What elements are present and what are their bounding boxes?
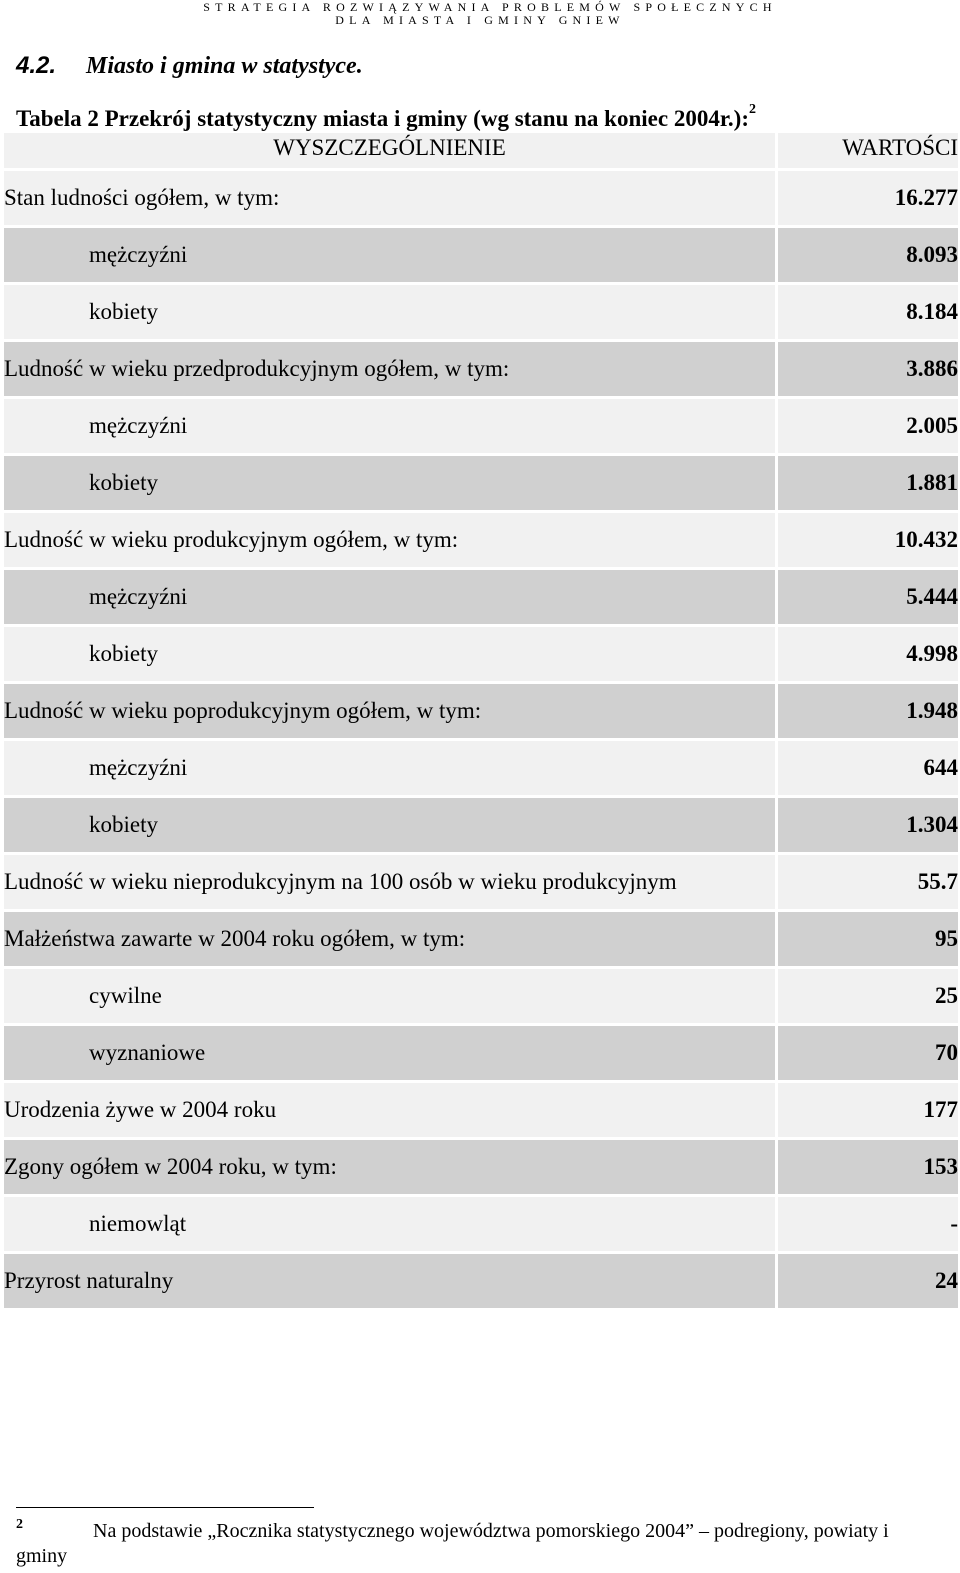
table-row bbox=[4, 798, 958, 852]
table-row bbox=[4, 1254, 958, 1308]
column-header-description: WYSZCZEGÓLNIENIE bbox=[4, 133, 778, 168]
table-row bbox=[4, 627, 958, 681]
row-value: 1.948 bbox=[778, 684, 958, 738]
row-label: kobiety bbox=[4, 456, 778, 510]
row-value: 16.277 bbox=[778, 171, 958, 225]
table-row bbox=[4, 285, 958, 339]
row-value: 1.304 bbox=[778, 798, 958, 852]
row-label: Ludność w wieku nieprodukcyjnym na 100 osób w wieku produkcyjnym bbox=[4, 855, 778, 909]
row-value: 8.093 bbox=[778, 228, 958, 282]
footnote-continuation: gminy bbox=[16, 1545, 68, 1567]
table-row bbox=[4, 1140, 958, 1194]
section-title: Miasto i gmina w statystyce. bbox=[86, 53, 363, 79]
row-value: 24 bbox=[778, 1254, 958, 1308]
table-row bbox=[4, 171, 958, 225]
row-value: 3.886 bbox=[778, 342, 958, 396]
row-value: 2.005 bbox=[778, 399, 958, 453]
statistics-table bbox=[4, 130, 958, 1311]
table-row bbox=[4, 456, 958, 510]
row-value: - bbox=[778, 1197, 958, 1251]
row-label: kobiety bbox=[4, 627, 778, 681]
row-value: 177 bbox=[778, 1083, 958, 1137]
table-row bbox=[4, 741, 958, 795]
row-value: 95 bbox=[778, 912, 958, 966]
row-label: Ludność w wieku produkcyjnym ogółem, w tym: bbox=[4, 513, 778, 567]
row-label: Zgony ogółem w 2004 roku, w tym: bbox=[4, 1140, 778, 1194]
table-row bbox=[4, 342, 958, 396]
row-label: Ludność w wieku przedprodukcyjnym ogółem, w tym: bbox=[4, 342, 778, 396]
table-row bbox=[4, 570, 958, 624]
row-value: 153 bbox=[778, 1140, 958, 1194]
table-row bbox=[4, 1026, 958, 1080]
column-header-values: WARTOŚCI bbox=[778, 133, 958, 168]
footnote-separator bbox=[16, 1507, 314, 1508]
row-label: mężczyźni bbox=[4, 741, 778, 795]
table-row bbox=[4, 912, 958, 966]
row-label: Małżeństwa zawarte w 2004 roku ogółem, w tym: bbox=[4, 912, 778, 966]
row-label: Ludność w wieku poprodukcyjnym ogółem, w tym: bbox=[4, 684, 778, 738]
running-header bbox=[0, 0, 960, 27]
row-value: 8.184 bbox=[778, 285, 958, 339]
row-label: wyznaniowe bbox=[4, 1026, 778, 1080]
row-label: mężczyźni bbox=[4, 228, 778, 282]
row-value: 644 bbox=[778, 741, 958, 795]
row-label: kobiety bbox=[4, 285, 778, 339]
running-header-line-1: STRATEGIA ROZWIĄZYWANIA PROBLEMÓW SPOŁECZNYCH bbox=[203, 0, 777, 14]
table-caption bbox=[16, 102, 756, 132]
table-row bbox=[4, 969, 958, 1023]
footnote-mark: 2 bbox=[16, 1517, 23, 1532]
row-label: Urodzenia żywe w 2004 roku bbox=[4, 1083, 778, 1137]
running-header-line-2: DLA MIASTA I GMINY GNIEW bbox=[335, 13, 625, 27]
row-value: 5.444 bbox=[778, 570, 958, 624]
row-label: Stan ludności ogółem, w tym: bbox=[4, 171, 778, 225]
section-heading bbox=[16, 52, 363, 80]
row-value: 70 bbox=[778, 1026, 958, 1080]
row-label: Przyrost naturalny bbox=[4, 1254, 778, 1308]
table-row bbox=[4, 399, 958, 453]
section-number: 4.2. bbox=[16, 52, 57, 79]
table-row bbox=[4, 1083, 958, 1137]
table-row bbox=[4, 228, 958, 282]
row-label: cywilne bbox=[4, 969, 778, 1023]
footnote-reference[interactable]: 2 bbox=[749, 102, 756, 118]
table-caption-text: Tabela 2 Przekrój statystyczny miasta i gminy (wg stanu na koniec 2004r.): bbox=[16, 106, 749, 131]
row-value: 25 bbox=[778, 969, 958, 1023]
row-label: mężczyźni bbox=[4, 399, 778, 453]
row-value: 4.998 bbox=[778, 627, 958, 681]
row-value: 10.432 bbox=[778, 513, 958, 567]
row-label: niemowląt bbox=[4, 1197, 778, 1251]
table-row bbox=[4, 855, 958, 909]
row-value: 1.881 bbox=[778, 456, 958, 510]
table-row bbox=[4, 1197, 958, 1251]
row-label: mężczyźni bbox=[4, 570, 778, 624]
row-value: 55.7 bbox=[778, 855, 958, 909]
table-header-row bbox=[4, 133, 958, 168]
row-label: kobiety bbox=[4, 798, 778, 852]
footnote-text: Na podstawie „Rocznika statystycznego województwa pomorskiego 2004” – podregiony, powiaty i bbox=[93, 1520, 889, 1542]
table-row bbox=[4, 513, 958, 567]
table-row bbox=[4, 684, 958, 738]
